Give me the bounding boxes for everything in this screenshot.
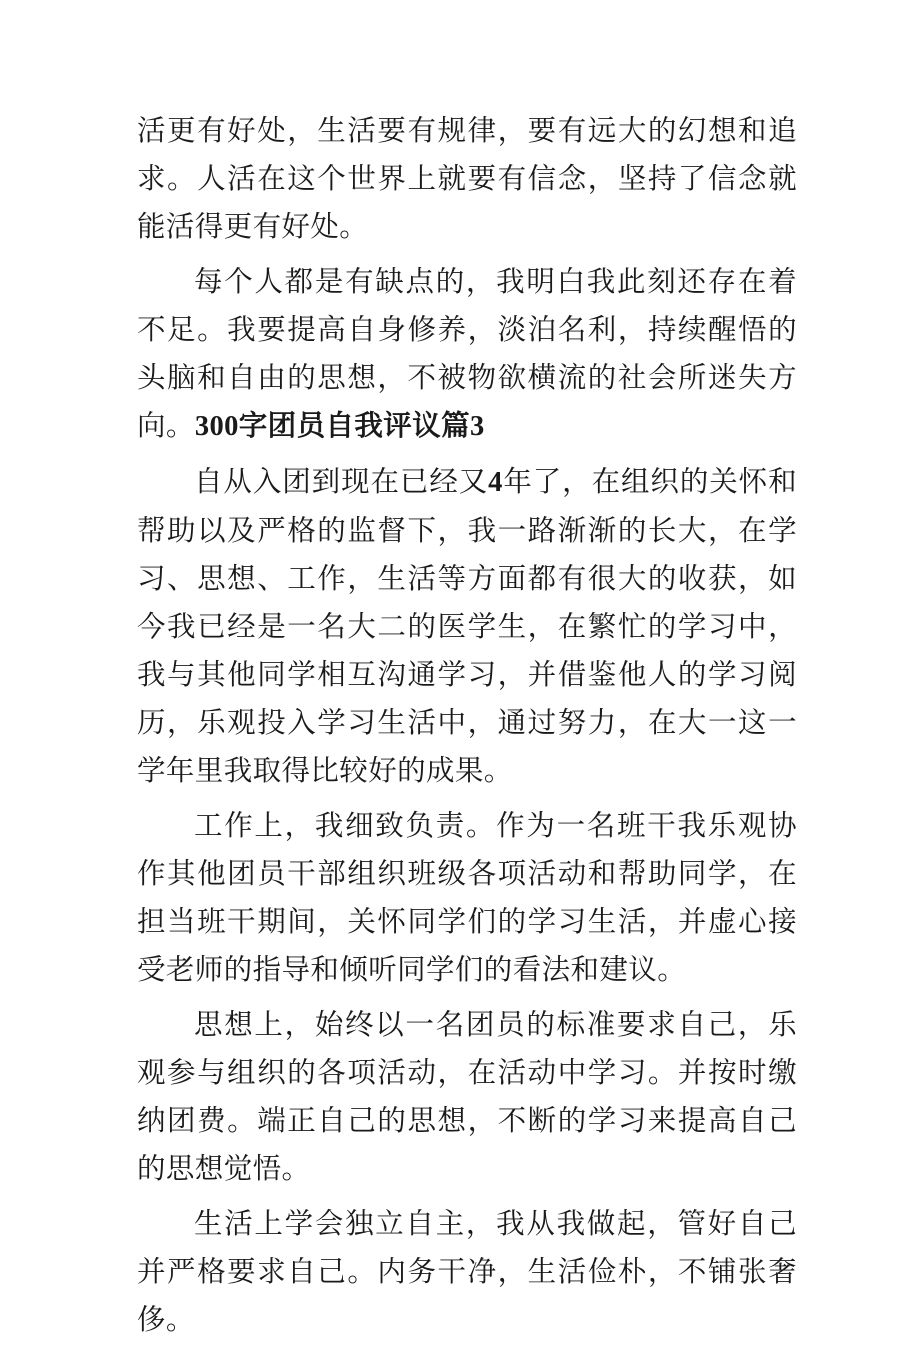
paragraph-3 <box>137 458 797 795</box>
paragraph-5: 思想上，始终以一名团员的标准要求自己，乐观参与组织的各项活动，在活动中学习。并按时缴纳团费。端正自己的思想，不断的学习来提高自己的思想觉悟。 <box>137 1008 797 1185</box>
paragraph-3-after: 年了，在组织的关怀和帮助以及严格的监督下，我一路渐渐的长大，在学习、思想、工作，生活等方面都有很大的收获，如今我已经是一名大二的医学生，在繁忙的学习中，我与其他同学相互沟通学习，并借鉴他人的学习阅历，乐观投入学习生活中，通过努力，在大一这一学年里我取得比较好的成果。 <box>137 465 797 787</box>
paragraph-1: 活更有好处，生活要有规律，要有远大的幻想和追求。人活在这个世界上就要有信念，坚持了信念就能活得更有好处。 <box>137 114 797 243</box>
paragraph-6: 生活上学会独立自主，我从我做起，管好自己并严格要求自己。内务干净，生活俭朴，不铺张奢侈。 <box>137 1207 797 1336</box>
section-heading-text: 字团员自我评议篇 <box>238 411 470 442</box>
paragraph-3-before: 自从入团到现在已经又 <box>194 465 489 498</box>
paragraph-4: 工作上，我细致负责。作为一名班干我乐观协作其他团员干部组织班级各项活动和帮助同学，在担当班干期间，关怀同学们的学习生活，并虚心接受老师的指导和倾听同学们的看法和建议。 <box>137 809 797 986</box>
paragraph-2 <box>137 258 797 451</box>
paragraph-2-text: 每个人都是有缺点的，我明白我此刻还存在着不足。我要提高自身修养，淡泊名利，持续醒悟的头脑和自由的思想，不被物欲横流的社会所迷失方向。 <box>137 265 797 442</box>
body-text <box>137 107 797 1351</box>
section-heading <box>195 411 485 442</box>
section-heading-number-end: 3 <box>469 411 485 442</box>
paragraph-3-number: 4 <box>488 467 503 498</box>
section-heading-number: 300 <box>194 411 239 442</box>
